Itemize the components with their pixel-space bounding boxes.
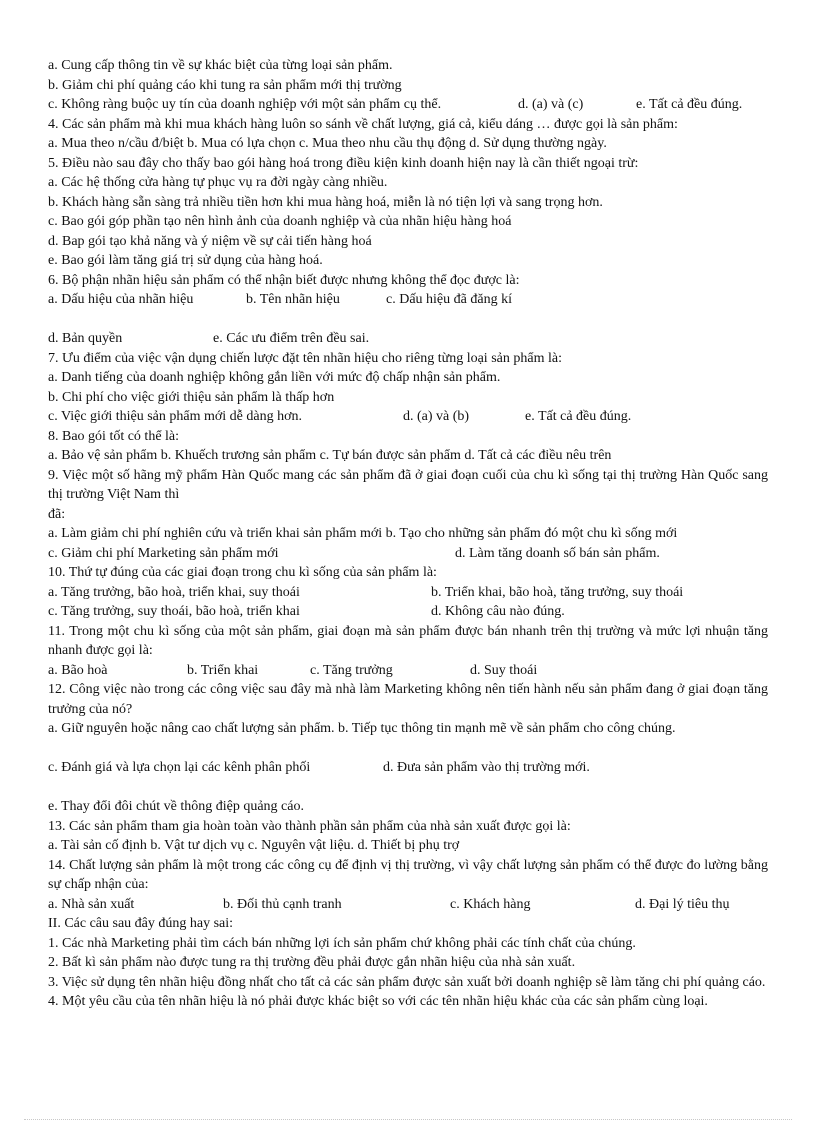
- option-b: b. Chi phí cho việc giới thiệu sản phẩm là thấp hơn: [48, 389, 335, 405]
- options-row: [48, 95, 768, 115]
- option-c: c. Đánh giá và lựa chọn lại các kênh phân phối: [48, 760, 311, 775]
- option-b: b. Tên nhãn hiệu: [246, 292, 340, 307]
- option-b: b. Triển khai, bão hoà, tăng trưởng, suy thoái: [431, 584, 684, 600]
- option-c: c. Việc giới thiệu sản phẩm mới dễ dàng hơn.: [48, 409, 303, 424]
- blank-line: [48, 778, 768, 798]
- option-b: b. Triển khai: [187, 662, 259, 678]
- option-d: d. Làm tăng doanh số bán sản phẩm.: [455, 545, 660, 561]
- option-a: a. Các hệ thống cửa hàng tự phục vụ ra đời ngày càng nhiều.: [48, 175, 388, 190]
- question-8-options: a. Bảo vệ sản phẩm b. Khuếch trương sản phẩm c. Tự bán được sản phẩm d. Tất cả các điều nêu trên: [48, 448, 612, 463]
- question-4-options: a. Mua theo n/cầu đ/biệt b. Mua có lựa chọn c. Mua theo nhu cầu thụ động d. Sử dụng thường ngày.: [48, 136, 607, 151]
- option-e: e. Bao gói làm tăng giá trị sử dụng của hàng hoá.: [48, 253, 323, 268]
- option-c: c. Tăng trưởng, suy thoái, bão hoà, triển khai: [48, 604, 300, 619]
- option-c: c. Bao gói góp phần tạo nên hình ảnh của doanh nghiệp và của nhãn hiệu hàng hoá: [48, 214, 512, 229]
- options-row: [48, 758, 768, 778]
- option-a: a. Danh tiếng của doanh nghiệp không gắn liền với mức độ chấp nhận sản phẩm.: [48, 370, 501, 385]
- option-a: a. Tăng trưởng, bão hoà, triển khai, suy thoái: [48, 584, 300, 600]
- option-e: e. Tất cả đều đúng.: [525, 409, 632, 424]
- options-row: [48, 895, 768, 915]
- question-4: 4. Các sản phẩm mà khi mua khách hàng luôn so sánh về chất lượng, giá cả, kiểu dáng … được gọi là sản phẩm:: [48, 116, 678, 132]
- question-9: 9. Việc một số hãng mỹ phẩm Hàn Quốc mang các sản phẩm đã ở giai đoạn cuối của chu kì sống tại thị trường Hàn Quốc sang thị trường Việt Nam thì: [48, 467, 768, 502]
- option-c: c. Không ràng buộc uy tín của doanh nghiệp với một sản phẩm cụ thể.: [48, 97, 442, 112]
- option-a: a. Bão hoà: [48, 662, 108, 678]
- options-row: [48, 290, 768, 310]
- statement-3: 3. Việc sử dụng tên nhãn hiệu đồng nhất cho tất cả các sản phẩm được sản xuất bởi doanh nghiệp sẽ làm tăng chi phí quảng cáo.: [48, 974, 766, 990]
- question-6: 6. Bộ phận nhãn hiệu sản phẩm có thể nhận biết được nhưng không thể đọc được là:: [48, 272, 520, 288]
- option-d: d. Bản quyền: [48, 331, 123, 346]
- blank-line: [48, 739, 768, 759]
- options-row: [48, 583, 768, 603]
- option-b: b. Đối thủ cạnh tranh: [223, 896, 342, 912]
- question-7: 7. Ưu điểm của việc vận dụng chiến lược đặt tên nhãn hiệu cho riêng từng loại sản phẩm là:: [48, 350, 562, 366]
- question-12: 12. Công việc nào trong các công việc sau đây mà nhà làm Marketing không nên tiến hành nếu sản phẩm đang ở giai đoạn tăng trưởng của nó?: [48, 682, 768, 717]
- question-13-options: a. Tài sản cố định b. Vật tư dịch vụ c. Nguyên vật liệu. d. Thiết bị phụ trợ: [48, 838, 460, 853]
- question-9-options-ab: a. Làm giảm chi phí nghiên cứu và triển khai sản phẩm mới b. Tạo cho những sản phẩm đó một chu kì sống mới: [48, 526, 678, 541]
- option-d: d. Đại lý tiêu thụ: [635, 896, 730, 912]
- option-d: d. (a) và (b): [403, 409, 470, 424]
- option-d: d. Suy thoái: [470, 662, 538, 678]
- statement-2: 2. Bất kì sản phẩm nào được tung ra thị trường đều phải được gắn nhãn hiệu của nhà sản xuất.: [48, 955, 576, 970]
- option-a: a. Nhà sản xuất: [48, 896, 135, 912]
- option-c: c. Giảm chi phí Marketing sản phẩm mới: [48, 545, 279, 561]
- question-10: 10. Thứ tự đúng của các giai đoạn trong chu kì sống của sản phẩm là:: [48, 565, 437, 580]
- option-a: a. Dấu hiệu của nhãn hiệu: [48, 292, 194, 307]
- option-c: c. Khách hàng: [450, 896, 531, 912]
- question-14: 14. Chất lượng sản phẩm là một trong các công cụ để định vị thị trường, vì vậy chất lượng sản phẩm có thể được đo lường bằng sự chấp nhận của:: [48, 857, 768, 892]
- options-row: [48, 544, 768, 564]
- option-d: d. Bap gói tạo khả năng và ý niệm về sự cải tiến hàng hoá: [48, 233, 372, 249]
- option-d: d. Không câu nào đúng.: [431, 604, 565, 619]
- option-c: c. Tăng trưởng: [310, 662, 393, 678]
- text-line: a. Cung cấp thông tin về sự khác biệt của từng loại sản phẩm.: [48, 58, 393, 73]
- section-heading: II. Các câu sau đây đúng hay sai:: [48, 916, 234, 931]
- question-13: 13. Các sản phẩm tham gia hoàn toàn vào thành phần sản phẩm của nhà sản xuất được gọi là:: [48, 818, 571, 834]
- option-d: d. Đưa sản phẩm vào thị trường mới.: [383, 760, 590, 775]
- option-e: e. Thay đổi đôi chút về thông điệp quảng cáo.: [48, 799, 304, 814]
- document-page: [48, 56, 768, 1012]
- text-line: b. Giảm chi phí quảng cáo khi tung ra sản phẩm mới thị trường: [48, 77, 402, 93]
- options-row: [48, 602, 768, 622]
- option-d: d. (a) và (c): [518, 97, 584, 112]
- question-5: 5. Điều nào sau đây cho thấy bao gói hàng hoá trong điều kiện kinh doanh hiện nay là cần thiết ngoại trừ:: [48, 155, 639, 171]
- options-row: [48, 329, 768, 349]
- statement-4: 4. Một yêu cầu của tên nhãn hiệu là nó phải được khác biệt so với các tên nhãn hiệu khác của các sản phẩm cùng loại.: [48, 994, 708, 1009]
- question-12-options-ab: a. Giữ nguyên hoặc nâng cao chất lượng sản phẩm. b. Tiếp tục thông tin mạnh mẽ về sản phẩm cho công chúng.: [48, 721, 676, 736]
- question-8: 8. Bao gói tốt có thể là:: [48, 428, 180, 444]
- blank-line: [48, 310, 768, 330]
- option-b: b. Khách hàng sẵn sàng trả nhiều tiền hơn khi mua hàng hoá, miễn là nó tiện lợi và sang trọng hơn.: [48, 194, 603, 210]
- options-row: [48, 661, 768, 681]
- options-row: [48, 407, 768, 427]
- page-bottom-divider: [24, 1119, 792, 1120]
- option-e: e. Các ưu điểm trên đều sai.: [213, 331, 370, 346]
- question-11: 11. Trong một chu kì sống của một sản phẩm, giai đoạn mà sản phẩm được bán nhanh trên thị trường và mức lợi nhuận tăng nhanh được gọi là:: [48, 623, 768, 658]
- option-c: c. Dấu hiệu đã đăng kí: [386, 292, 512, 307]
- statement-1: 1. Các nhà Marketing phải tìm cách bán những lợi ích sản phẩm chứ không phải các tính chất của chúng.: [48, 935, 636, 951]
- option-e: e. Tất cả đều đúng.: [636, 97, 743, 112]
- question-9-tail: đã:: [48, 506, 66, 522]
